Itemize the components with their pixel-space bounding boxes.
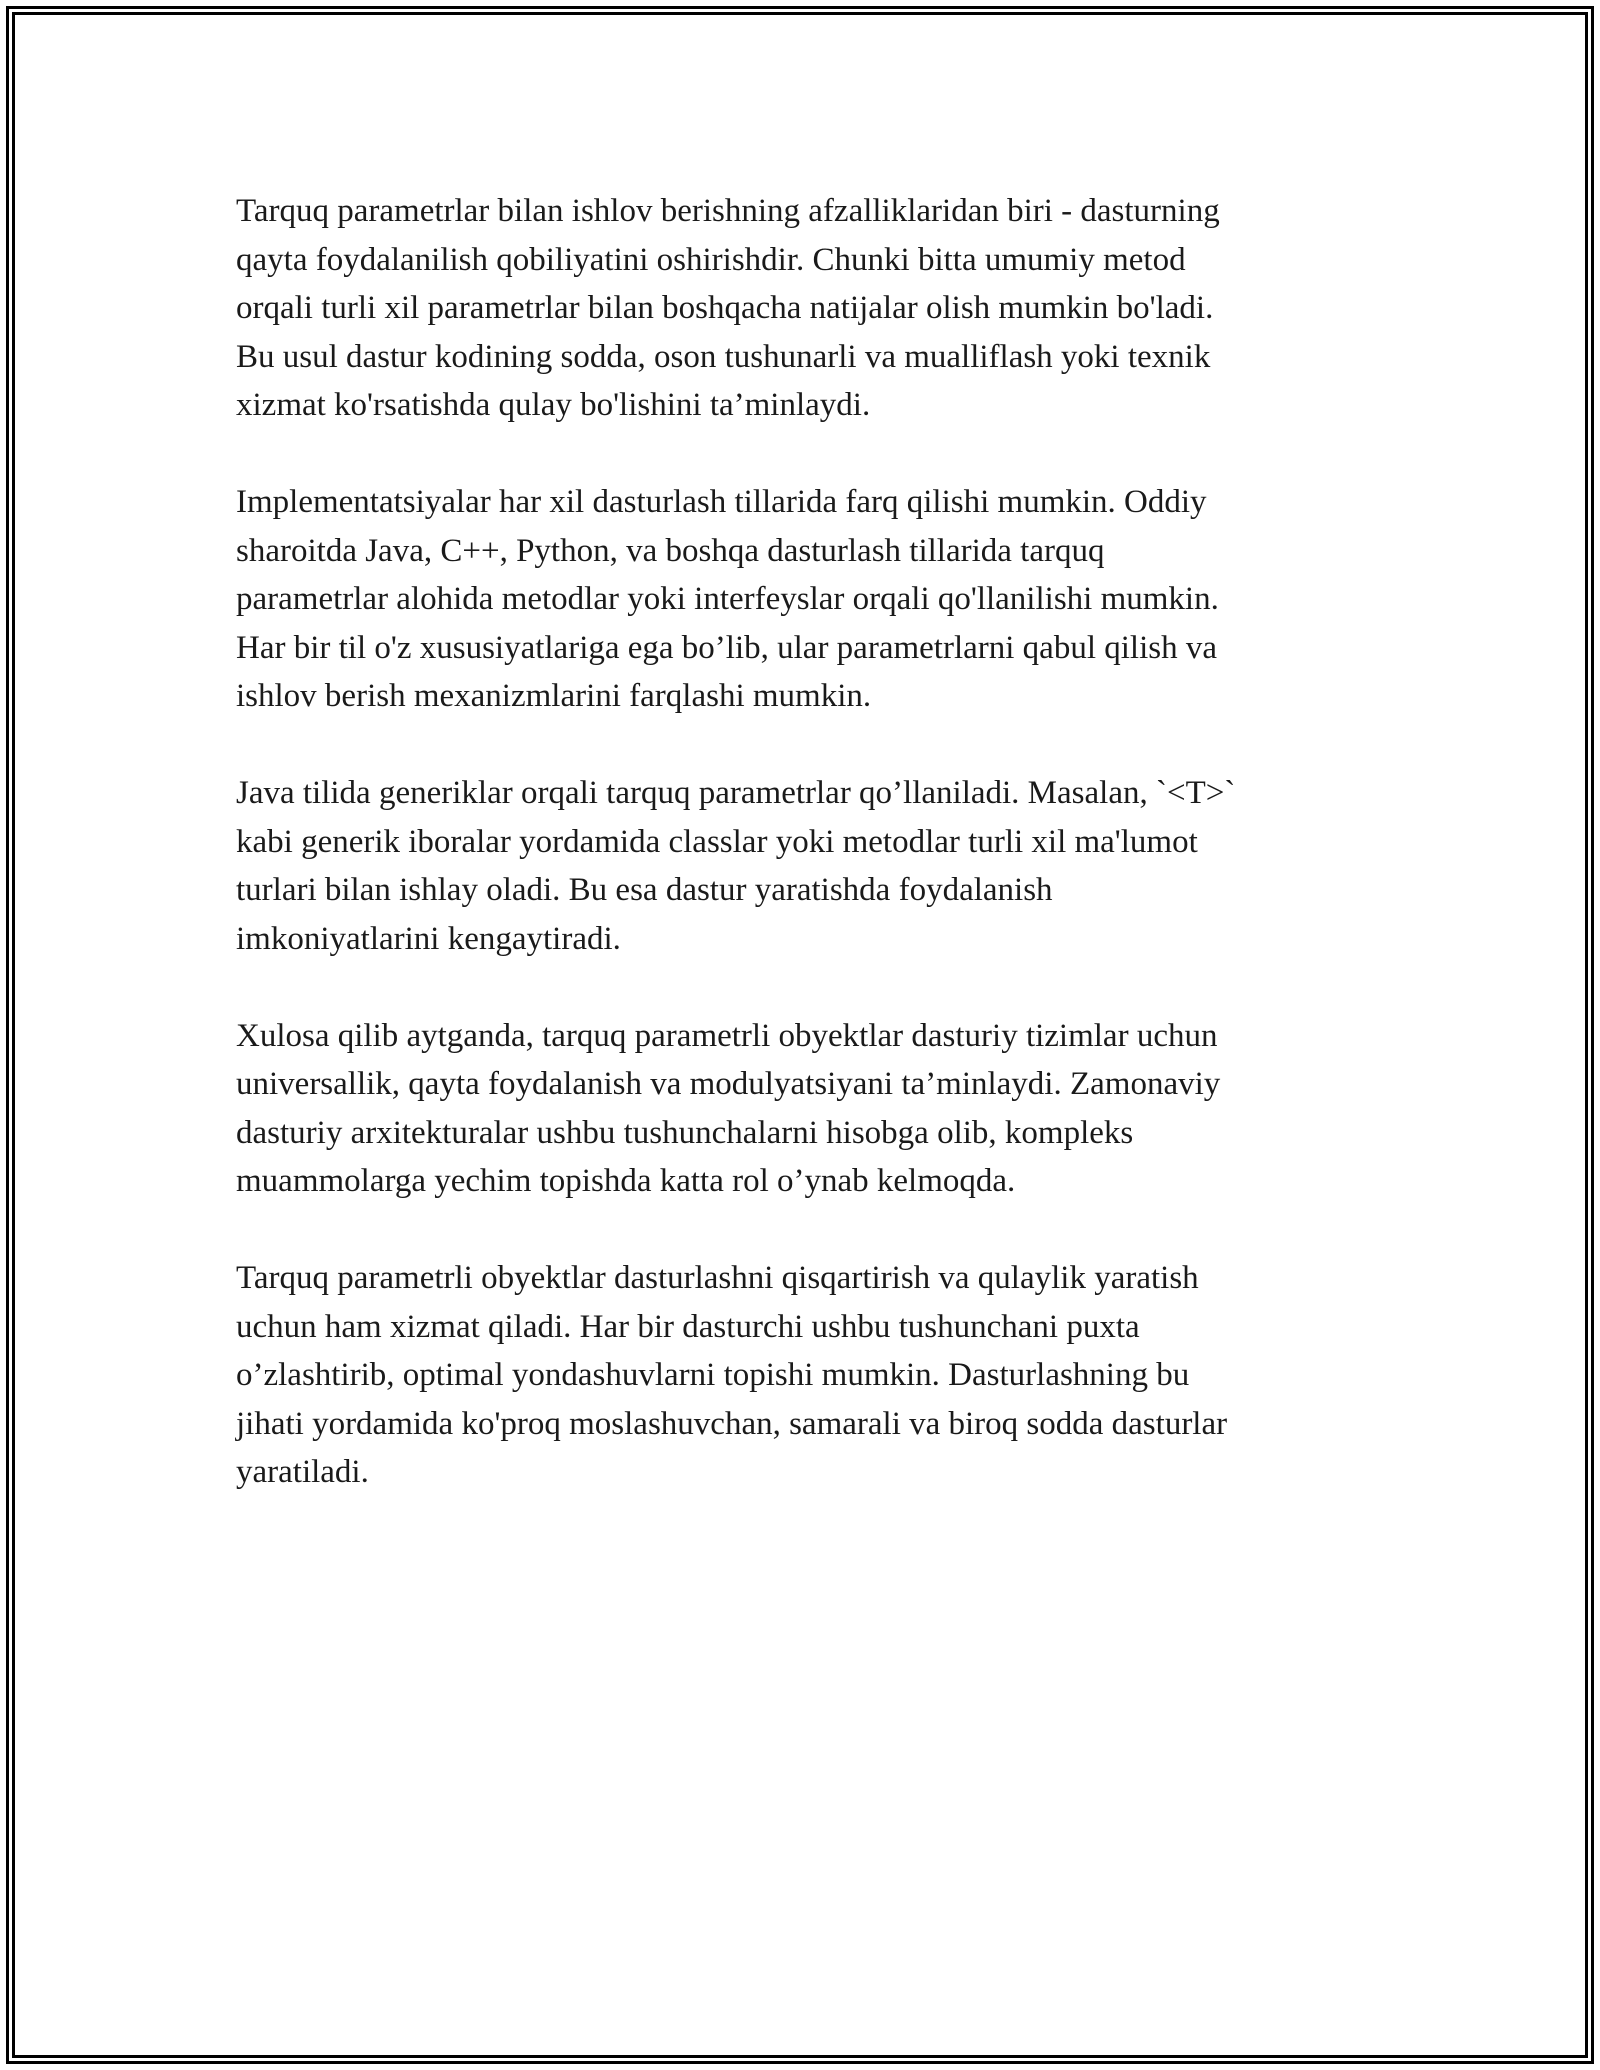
paragraph-line: muammolarga yechim topishda katta rol o’ynab kelmoqda. <box>236 1163 1016 1199</box>
paragraph-line: parametrlar alohida metodlar yoki interfeyslar orqali qo'llanilishi mumkin. <box>236 581 1219 617</box>
paragraph-line: Tarquq parametrlar bilan ishlov berishning afzalliklaridan biri - dasturning <box>236 193 1220 229</box>
paragraph-line: yaratiladi. <box>236 1454 369 1490</box>
paragraph-line: orqali turli xil parametrlar bilan boshqacha natijalar olish mumkin bo'ladi. <box>236 290 1214 326</box>
paragraph-line: Tarquq parametrli obyektlar dasturlashni qisqartirish va qulaylik yaratish <box>236 1260 1199 1296</box>
paragraph-line: jihati yordamida ko'proq moslashuvchan, samarali va biroq sodda dasturlar <box>236 1405 1228 1442</box>
paragraph-line: Har bir til o'z xususiyatlariga ega bo’lib, ular parametrlarni qabul qilish va <box>236 629 1217 666</box>
paragraph-3 <box>236 769 1346 963</box>
paragraph-line: Xulosa qilib aytganda, tarquq parametrli obyektlar dasturiy tizimlar uchun <box>236 1017 1218 1054</box>
paragraph-5 <box>236 1254 1346 1497</box>
paragraph-line: turlari bilan ishlay oladi. Bu esa dastur yaratishda foydalanish <box>236 872 1053 908</box>
paragraph-line: Java tilida generiklar orqali tarquq parametrlar qo’llaniladi. Masalan, `<T>` <box>236 775 1236 811</box>
paragraph-4 <box>236 1012 1346 1206</box>
paragraph-line: xizmat ko'rsatishda qulay bo'lishini ta’minlaydi. <box>236 387 871 423</box>
paragraph-line: o’zlashtirib, optimal yondashuvlarni topishi mumkin. Dasturlashning bu <box>236 1357 1190 1393</box>
paragraph-line: Implementatsiyalar har xil dasturlash tillarida farq qilishi mumkin. Oddiy <box>236 484 1207 520</box>
paragraph-line: qayta foydalanilish qobiliyatini oshirishdir. Chunki bitta umumiy metod <box>236 241 1186 278</box>
paragraph-line: uchun ham xizmat qiladi. Har bir dasturchi ushbu tushunchani puxta <box>236 1308 1140 1345</box>
paragraph-line: dasturiy arxitekturalar ushbu tushunchalarni hisobga olib, kompleks <box>236 1114 1134 1151</box>
paragraph-line: kabi generik iboralar yordamida classlar yoki metodlar turli xil ma'lumot <box>236 823 1198 860</box>
paragraph-line: universallik, qayta foydalanish va modulyatsiyani ta’minlaydi. Zamonaviy <box>236 1066 1221 1102</box>
paragraph-line: Bu usul dastur kodining sodda, oson tushunarli va mualliflash yoki texnik <box>236 338 1211 375</box>
paragraph-2 <box>236 478 1346 721</box>
document-body <box>236 187 1346 1545</box>
paragraph-line: sharoitda Java, C++, Python, va boshqa dasturlash tillarida tarquq <box>236 532 1105 569</box>
paragraph-line: ishlov berish mexanizmlarini farqlashi mumkin. <box>236 678 872 714</box>
paragraph-line: imkoniyatlarini kengaytiradi. <box>236 920 621 957</box>
paragraph-1 <box>236 187 1346 430</box>
